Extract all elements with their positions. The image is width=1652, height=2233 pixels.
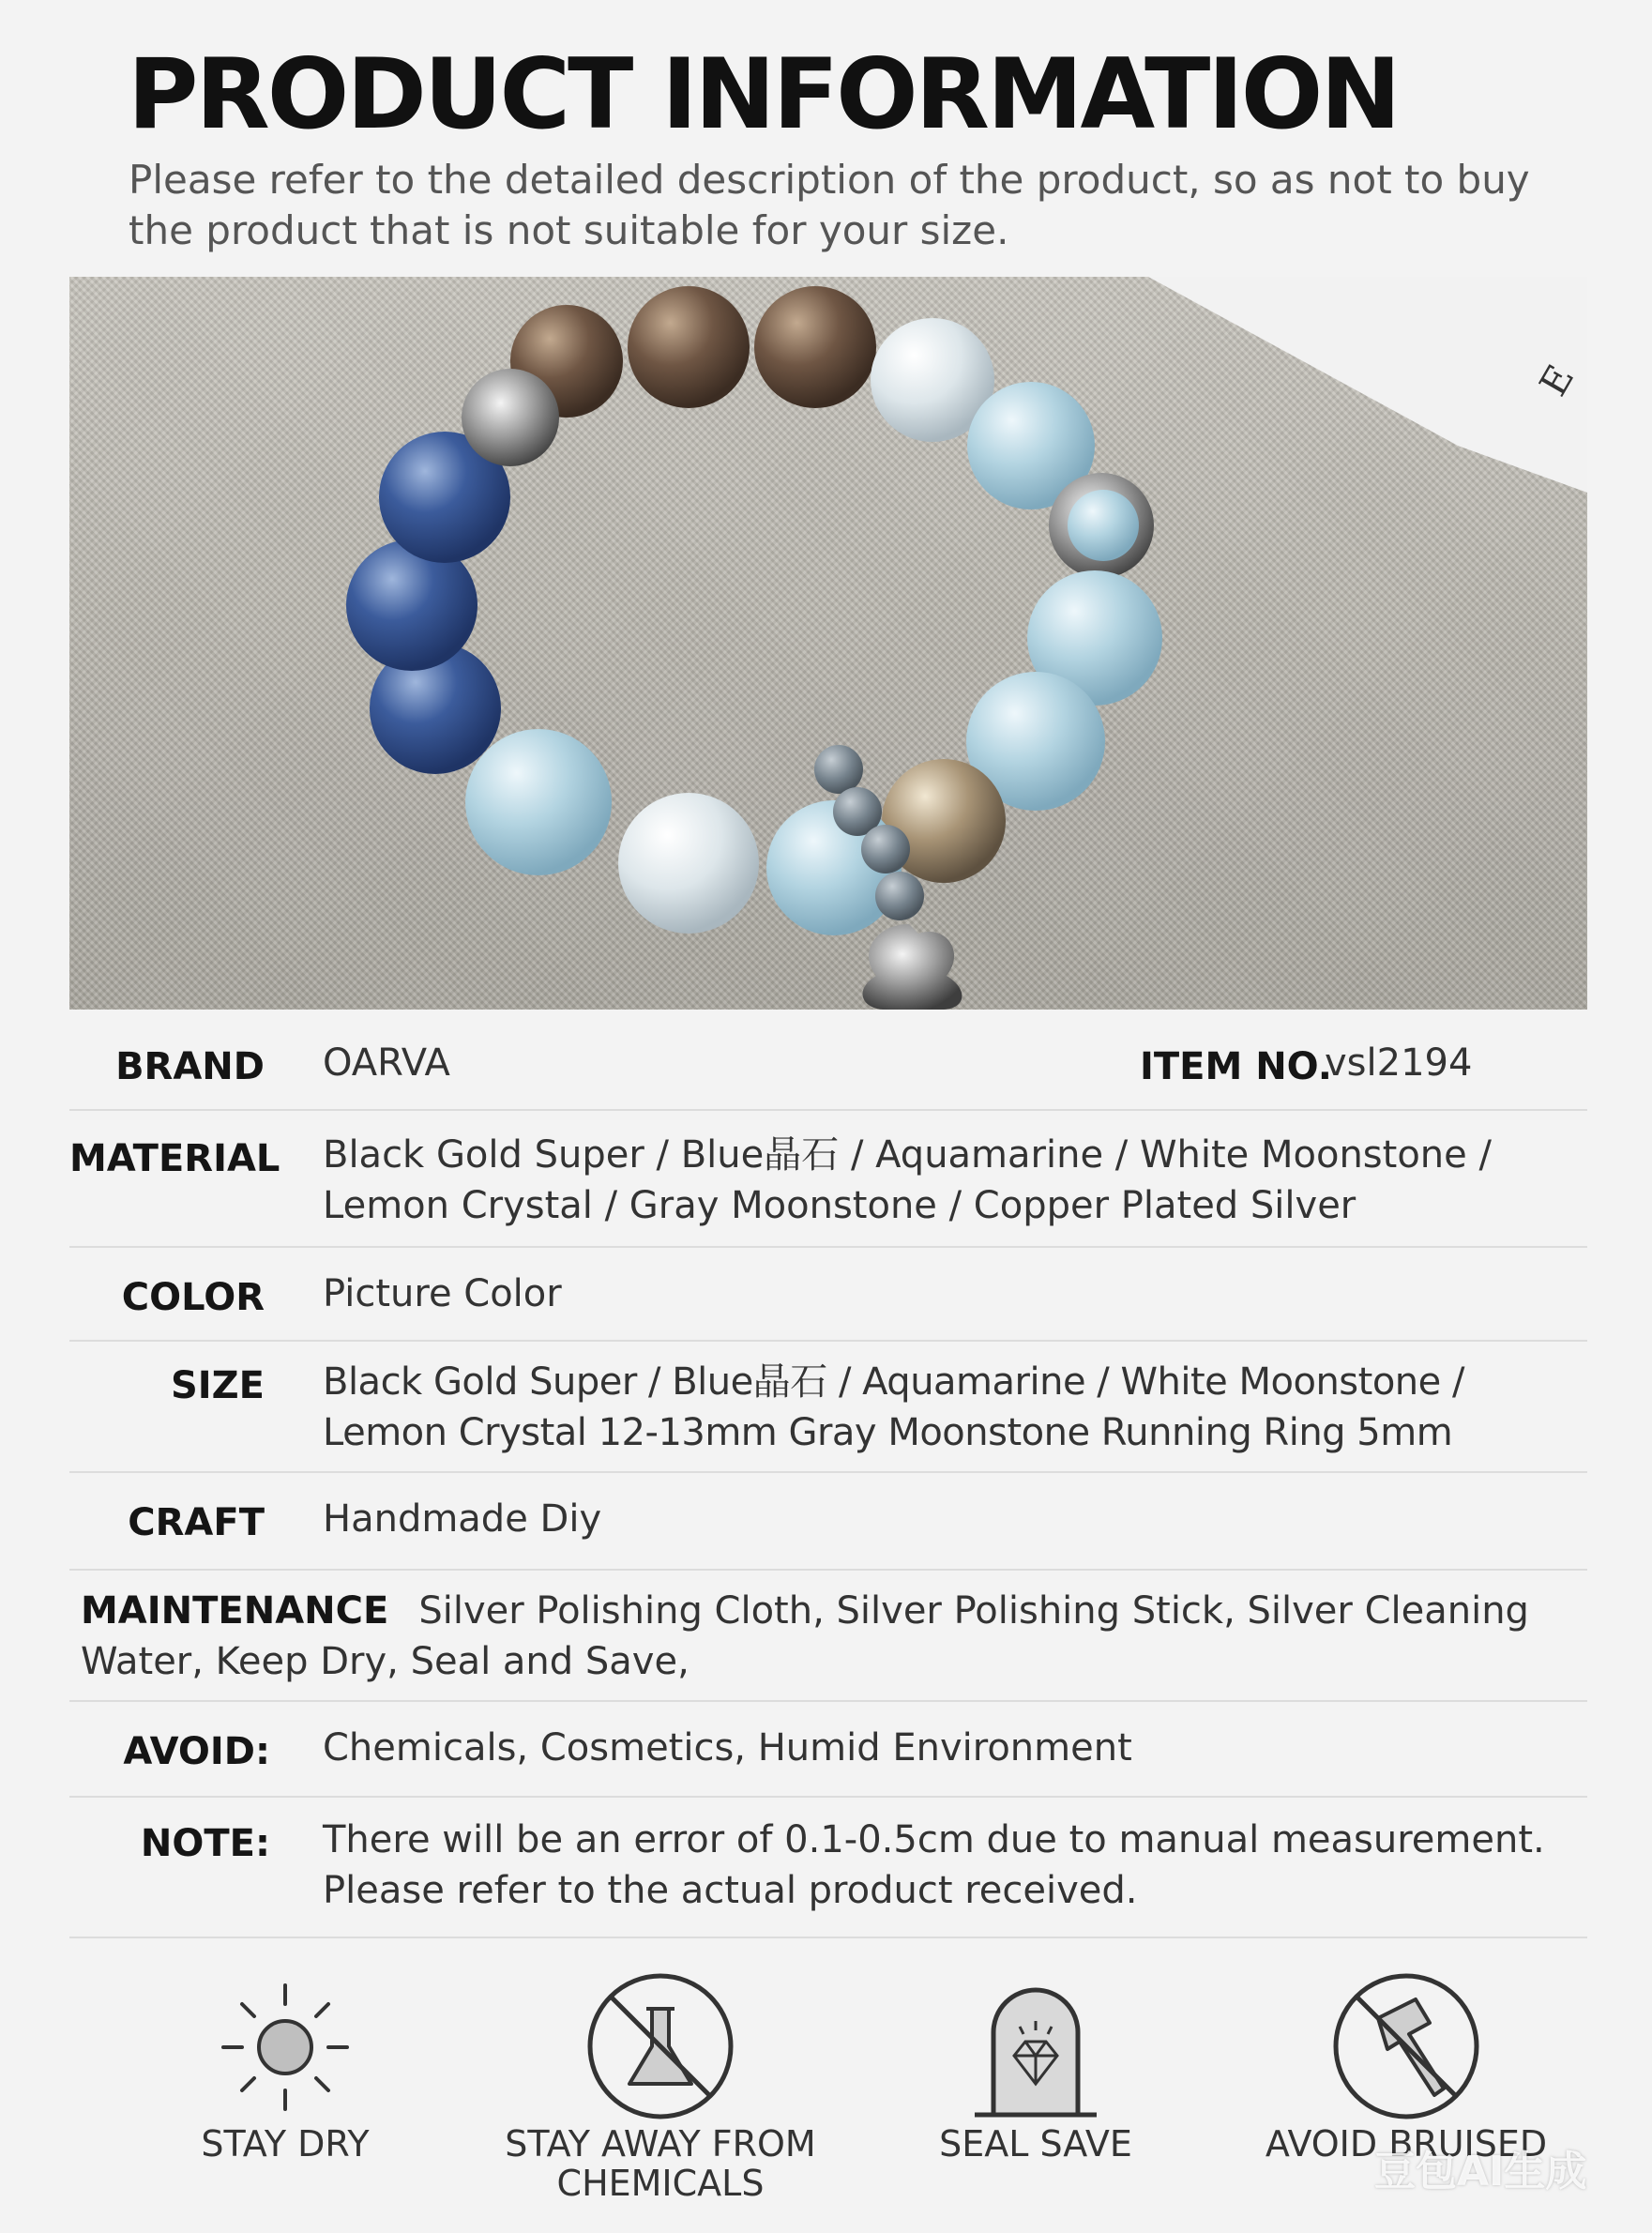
maintenance-label: MAINTENANCE — [81, 1589, 389, 1633]
watermark: 豆包AI生成 — [1374, 2148, 1587, 2195]
spec-row-maintenance — [69, 1569, 1587, 1702]
care-item-seal-save — [886, 1938, 1186, 2233]
page-subtitle: Please refer to the detailed description of the product, so as not to buy the product that is not suitable for your size. — [129, 157, 1530, 253]
size-label: SIZE — [170, 1364, 265, 1407]
bracelet-illustration — [69, 277, 1587, 1010]
care-label-chemicals: STAY AWAY FROM CHEMICALS — [505, 2123, 816, 2204]
care-label-stay-dry: STAY DRY — [201, 2123, 370, 2165]
brand-label: BRAND — [115, 1045, 265, 1088]
sun-icon — [210, 1972, 360, 2122]
color-value: Picture Color — [323, 1272, 562, 1315]
card-letter: E — [1531, 357, 1584, 403]
paper-card — [1148, 277, 1587, 493]
cross-pendant — [863, 924, 962, 1010]
gray-moonstone-bead — [814, 745, 863, 794]
care-icons-bar — [69, 1938, 1587, 2233]
craft-value: Handmade Diy — [323, 1497, 602, 1541]
smoky-bead — [628, 286, 750, 408]
item-no-value: vsl2194 — [1325, 1041, 1473, 1085]
bracelet-photo — [69, 277, 1587, 1010]
diamond-case-icon — [956, 1967, 1115, 2126]
smoky-bead — [754, 286, 876, 408]
maintenance-value: Silver Polishing Cloth, Silver Polishing Stick, Silver Cleaning Water, Keep Dry, Seal and Save, — [81, 1589, 1529, 1683]
spec-row-size — [69, 1340, 1587, 1473]
aquamarine-inset — [1068, 490, 1139, 561]
avoid-value: Chemicals, Cosmetics, Humid Environment — [323, 1726, 1132, 1770]
aquamarine-bead — [465, 729, 612, 875]
spec-row-avoid — [69, 1700, 1587, 1798]
craft-label: CRAFT — [128, 1501, 265, 1544]
bead-group — [346, 286, 1162, 1010]
care-item-stay-dry — [135, 1938, 435, 2233]
no-chemicals-icon — [581, 1967, 740, 2126]
care-item-chemicals — [501, 1938, 820, 2233]
gray-moonstone-bead — [875, 872, 924, 920]
care-label-avoid-bruised: AVOID BRUISED — [1265, 2123, 1548, 2165]
spec-row-material — [69, 1109, 1587, 1248]
gray-moonstone-bead — [861, 825, 910, 873]
material-value: Black Gold Super / Blue晶石 / Aquamarine / White Moonstone / Lemon Crystal / Gray Moonstone / Copper Plated Silver — [323, 1133, 1492, 1227]
avoid-label: AVOID: — [123, 1730, 270, 1773]
color-label: COLOR — [121, 1276, 265, 1319]
note-value: There will be an error of 0.1-0.5cm due to manual measurement. Please refer to the actual product received. — [323, 1818, 1545, 1912]
care-label-seal-save: SEAL SAVE — [939, 2123, 1132, 2165]
item-no-label: ITEM NO. — [1139, 1045, 1332, 1088]
silver-cross-bead — [462, 369, 559, 466]
spec-row-color — [69, 1246, 1587, 1342]
spec-row-brand — [69, 1010, 1587, 1111]
page-title: PRODUCT INFORMATION — [128, 38, 1399, 151]
maintenance-row-text — [81, 1586, 1582, 1687]
size-value: Black Gold Super / Blue晶石 / Aquamarine / White Moonstone / Lemon Crystal 12-13mm Gray Moonstone Running Ring 5mm — [323, 1360, 1464, 1454]
note-label: NOTE: — [140, 1822, 270, 1865]
material-label: MATERIAL — [69, 1137, 280, 1180]
brand-value: OARVA — [323, 1041, 450, 1085]
moonstone-bead — [618, 793, 759, 934]
spec-row-craft — [69, 1471, 1587, 1571]
no-hammer-icon — [1326, 1967, 1486, 2126]
spec-row-note — [69, 1796, 1587, 1938]
